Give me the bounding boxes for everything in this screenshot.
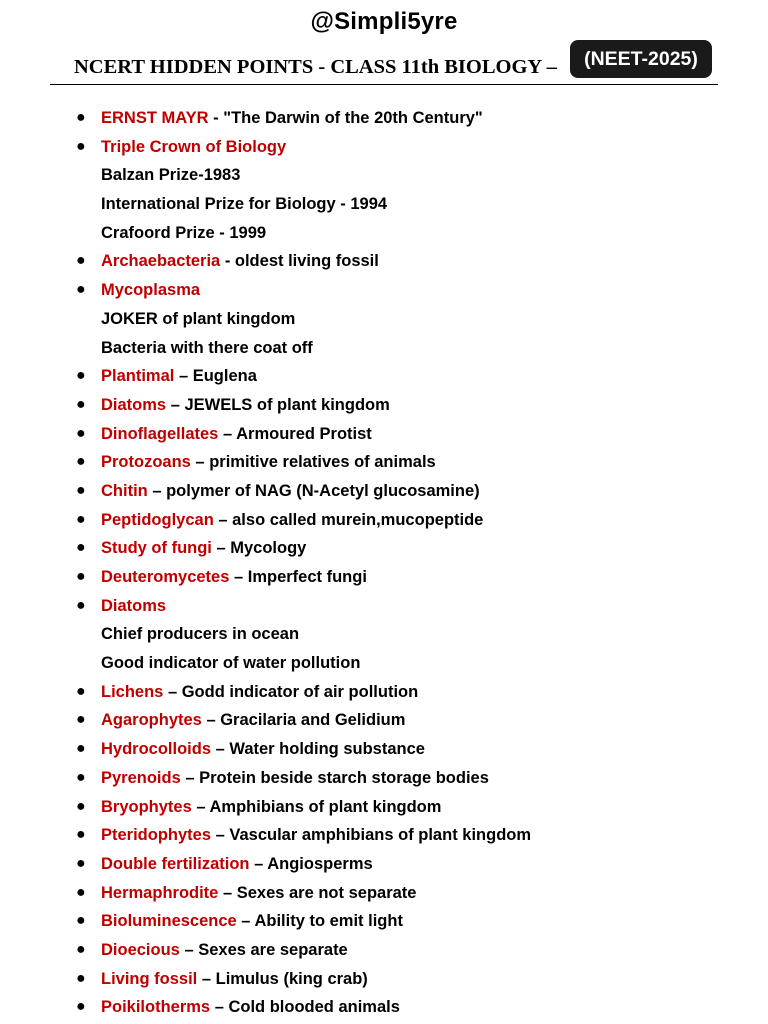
item-term: Poikilotherms [101,998,211,1017]
item-term: Deuteromycetes [101,568,230,586]
item-description: – JEWELS of plant kingdom [166,395,390,414]
item-description: – Limulus (king crab) [197,969,368,988]
item-text [101,133,286,162]
item-text [101,592,166,621]
bullet-icon: ● [76,711,86,729]
item-description: – Euglena [174,367,257,386]
item-description: Balzan Prize-1983 [101,166,241,185]
list-item [0,534,768,563]
item-description: – Cold blooded animals [210,998,400,1017]
item-text [101,993,400,1022]
item-description: – Angiosperms [249,854,373,873]
item-description: – polymer of NAG (N-Acetyl glucosamine) [147,481,480,500]
bullet-icon: ● [76,453,86,471]
item-text [101,735,425,764]
item-text [101,850,373,879]
item-text [101,506,483,535]
list-item [0,104,768,133]
list-item [0,391,768,420]
item-text [101,793,441,822]
item-term: Diatoms [101,596,167,615]
bullet-icon: ● [76,940,86,958]
header-row [74,50,557,84]
bullet-icon: ● [76,883,86,901]
item-description: – Mycology [211,539,307,558]
item-text [101,649,360,678]
item-text [101,678,418,707]
item-description: – Armoured Protist [218,424,372,443]
item-text [101,104,483,133]
item-term: Lichens [101,682,164,701]
item-term: Diatoms [101,395,167,414]
list-item [0,993,768,1022]
list-item [0,793,768,822]
list-item [0,965,768,994]
item-description: – Water holding substance [211,740,425,759]
item-text [101,276,200,305]
item-text [101,247,379,276]
bullet-icon: ● [76,740,86,758]
item-term: ERNST MAYR [101,109,209,127]
list-item [0,506,768,535]
bullet-icon: ● [76,768,86,786]
item-description: – Godd indicator of air pollution [163,682,419,701]
item-term: Dinoflagellates [101,424,219,443]
item-term: Peptidoglycan [101,510,214,529]
item-description: – Ability to emit light [236,912,403,931]
item-text [101,936,348,965]
item-description: – Vascular amphibians of plant kingdom [211,826,532,845]
item-term: Study of fungi [101,539,212,558]
list-item [0,879,768,908]
list-item [0,764,768,793]
list-subitem [0,649,768,678]
item-text [101,534,306,563]
list-subitem [0,190,768,219]
list-item [0,448,768,477]
item-term: Archaebacteria [101,252,221,271]
list-subitem [0,334,768,363]
item-description: – Amphibians of plant kingdom [191,797,442,816]
bullet-icon: ● [76,109,86,126]
item-description: Crafoord Prize - 1999 [101,223,267,242]
item-term: Hermaphrodite [101,883,219,902]
list-item [0,276,768,305]
list-item [0,247,768,276]
item-description: – Sexes are not separate [218,883,417,902]
title-underline [50,84,718,85]
bullet-icon: ● [76,912,86,930]
bullet-icon: ● [76,969,86,987]
item-term: Living fossil [101,969,198,988]
list-item [0,821,768,850]
list-item [0,592,768,621]
item-term: Triple Crown of Biology [101,137,287,156]
item-term: Pyrenoids [101,768,181,787]
item-description: – Gracilaria and Gelidium [201,711,406,730]
list-item [0,706,768,735]
bullet-icon: ● [76,510,86,528]
item-description: Bacteria with there coat off [101,338,313,357]
item-text [101,305,295,334]
list-item [0,420,768,449]
bullet-icon: ● [76,998,86,1016]
bullet-icon: ● [76,539,86,557]
item-text [101,563,367,592]
list-item [0,678,768,707]
item-term: Mycoplasma [101,281,201,300]
list-item [0,907,768,936]
list-subitem [0,620,768,649]
item-text [101,334,313,363]
bullet-icon: ● [76,281,86,299]
bullet-icon: ● [76,854,86,872]
list-item [0,850,768,879]
bullet-icon: ● [76,596,86,614]
bullet-icon: ● [76,252,86,270]
list-item [0,477,768,506]
item-term: Bioluminescence [101,912,237,931]
item-term: Hydrocolloids [101,740,212,759]
item-description: – also called murein,mucopeptide [213,510,484,529]
item-text [101,391,390,420]
item-description: Good indicator of water pollution [101,654,361,673]
list-subitem [0,219,768,248]
item-term: Bryophytes [101,797,192,816]
list-item [0,735,768,764]
item-text [101,706,405,735]
item-description: – Imperfect fungi [229,568,367,586]
item-term: Pteridophytes [101,826,212,845]
item-text [101,821,531,850]
item-text [101,907,403,936]
item-text [101,362,257,391]
item-term: Protozoans [101,453,191,472]
item-description: – Sexes are separate [179,940,348,959]
item-description: – Protein beside starch storage bodies [180,768,489,787]
bullet-icon: ● [76,682,86,700]
item-description: – primitive relatives of animals [190,453,436,472]
item-term: Double fertilization [101,854,250,873]
exam-badge: (NEET-2025) [570,40,712,78]
list-item [0,563,768,592]
bullet-icon: ● [76,424,86,442]
item-term: Agarophytes [101,711,202,730]
item-term: Chitin [101,481,148,500]
item-text [101,190,387,219]
bullet-icon: ● [76,395,86,413]
item-text [101,219,266,248]
page-title: NCERT HIDDEN POINTS - CLASS 11th BIOLOGY – [74,55,557,78]
bullet-icon: ● [76,568,86,585]
item-description: International Prize for Biology - 1994 [101,195,388,214]
item-text [101,420,372,449]
list-item [0,936,768,965]
list-item [0,133,768,162]
bullet-icon: ● [76,137,86,155]
item-text [101,879,416,908]
channel-handle: @Simpli5yre [310,8,458,35]
bullet-icon: ● [76,797,86,815]
item-text [101,965,368,994]
list-subitem [0,161,768,190]
item-description: - "The Darwin of the 20th Century" [208,109,483,127]
list-subitem [0,305,768,334]
item-description: JOKER of plant kingdom [101,309,296,328]
item-text [101,161,240,190]
item-text [101,448,436,477]
bullet-icon: ● [76,367,86,385]
item-description: - oldest living fossil [220,252,379,271]
item-term: Dioecious [101,940,180,959]
bullet-icon: ● [76,826,86,844]
item-text [101,764,489,793]
item-text [101,620,299,649]
item-term: Plantimal [101,367,175,386]
item-description: Chief producers in ocean [101,625,300,644]
item-text [101,477,480,506]
bullet-icon: ● [76,481,86,499]
points-list [0,104,768,1022]
list-item [0,362,768,391]
